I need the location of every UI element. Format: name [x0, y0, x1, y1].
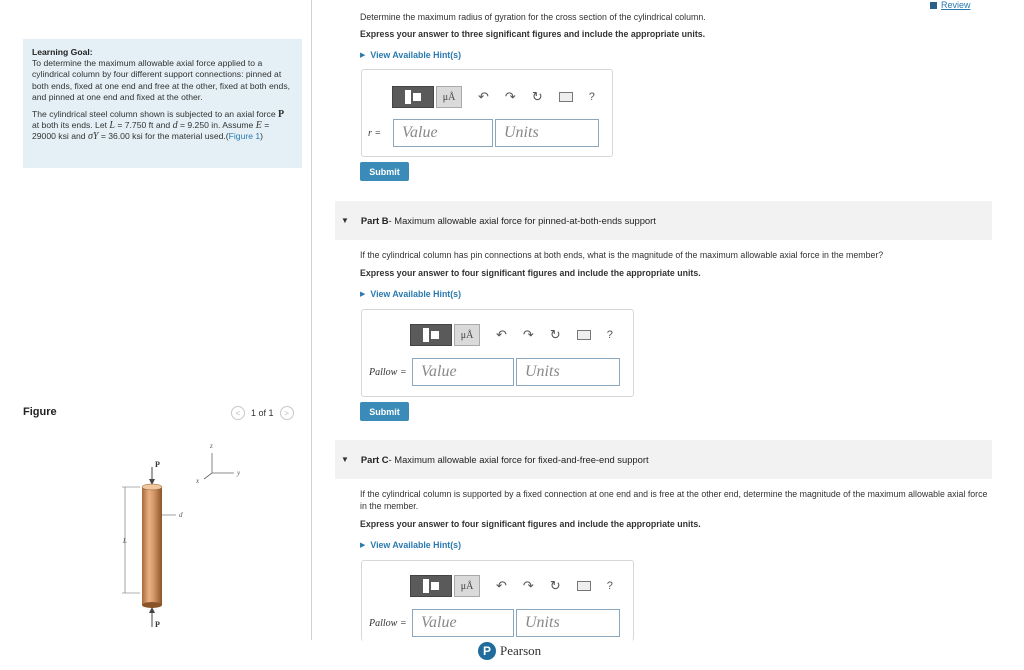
pearson-footer [478, 642, 541, 660]
partB-header[interactable]: ▼ Part B - Maximum allowable axial force for pinned-at-both-ends support [335, 201, 992, 240]
partB-toolbar [410, 324, 613, 346]
partC-toolbar [410, 575, 613, 597]
keyboard-icon[interactable] [577, 330, 591, 340]
expand-triangle-icon: ▶ [360, 542, 366, 549]
reset-icon[interactable]: ↻ [531, 89, 543, 104]
redo-icon[interactable]: ↷ [504, 89, 516, 104]
prev-figure-button[interactable]: < [231, 406, 245, 420]
partC-answer-box [361, 560, 634, 641]
partB-hint-link[interactable]: ▶ View Available Hint(s) [360, 289, 461, 299]
help-icon[interactable]: ? [588, 91, 595, 103]
panel-divider [311, 0, 312, 640]
redo-icon[interactable]: ↷ [522, 327, 534, 342]
figure-title: Figure [23, 406, 57, 418]
partC-value-input[interactable]: Value [412, 609, 514, 637]
partA-variable-label: r = [368, 128, 382, 139]
help-icon[interactable]: ? [606, 329, 613, 341]
template-button[interactable] [392, 86, 434, 108]
undo-icon[interactable]: ↶ [496, 327, 507, 342]
learning-goal-panel [23, 39, 302, 168]
partB-answer-box [361, 309, 634, 397]
units-button[interactable]: μÅ [454, 575, 480, 597]
review-icon [930, 2, 937, 9]
pearson-logo-icon: P [478, 642, 496, 660]
collapse-triangle-icon: ▼ [341, 455, 349, 464]
partC-question: If the cylindrical column is supported by a fixed connection at one end and is free at the other end, determine the magnitude of the maximum allowable axial force in the member. [360, 489, 988, 511]
help-icon[interactable]: ? [606, 580, 613, 592]
partA-answer-box [361, 69, 613, 157]
collapse-triangle-icon: ▼ [341, 216, 349, 225]
reset-icon[interactable]: ↻ [549, 578, 561, 593]
reset-icon[interactable]: ↻ [549, 327, 561, 342]
partA-submit-button[interactable]: Submit [360, 162, 409, 181]
keyboard-icon[interactable] [577, 581, 591, 591]
units-button[interactable]: μÅ [436, 86, 462, 108]
partB-question: If the cylindrical column has pin connections at both ends, what is the magnitude of the maximum allowable axial force in the member? [360, 250, 884, 260]
undo-icon[interactable]: ↶ [478, 89, 489, 104]
axis-x-label: x [196, 477, 200, 485]
partC-header[interactable]: ▼ Part C - Maximum allowable axial force for fixed-and-free-end support [335, 440, 992, 479]
partB-submit-button[interactable]: Submit [360, 402, 409, 421]
expand-triangle-icon: ▶ [360, 291, 366, 298]
partA-instruction: Express your answer to three significant figures and include the appropriate units. [360, 29, 706, 39]
units-button[interactable]: μÅ [454, 324, 480, 346]
goal-title: Learning Goal: [32, 47, 93, 57]
partB-instruction: Express your answer to four significant figures and include the appropriate units. [360, 268, 701, 278]
undo-icon[interactable]: ↶ [496, 578, 507, 593]
column-figure [100, 435, 260, 635]
expand-triangle-icon: ▶ [360, 52, 366, 59]
partC-units-input[interactable]: Units [516, 609, 620, 637]
partB-value-input[interactable]: Value [412, 358, 514, 386]
next-figure-button[interactable]: > [280, 406, 294, 420]
figure-pager [231, 406, 294, 420]
problem-description: The cylindrical steel column shown is subjected to an axial force P at both its ends. Let L = 7.750 ft and d = 9.250 in. Assume E = 29000 ksi and σY = 36.00 ksi for the material used.(Figure 1) [32, 109, 285, 143]
review-link[interactable]: Review [930, 0, 971, 10]
axis-z-label: z [210, 442, 213, 450]
template-button[interactable] [410, 575, 452, 597]
figure-page-count: 1 of 1 [251, 408, 274, 418]
axis-y-label: y [237, 469, 241, 477]
diameter-label: d [179, 511, 183, 519]
force-top-label: P [155, 460, 160, 469]
keyboard-icon[interactable] [559, 92, 573, 102]
partC-instruction: Express your answer to four significant figures and include the appropriate units. [360, 519, 701, 529]
partA-toolbar [392, 86, 595, 108]
length-label: L [123, 537, 127, 545]
force-bottom-label: P [155, 620, 160, 629]
partA-hint-link[interactable]: ▶ View Available Hint(s) [360, 50, 461, 60]
partC-hint-link[interactable]: ▶ View Available Hint(s) [360, 540, 461, 550]
partC-variable-label: Pallow = [369, 618, 407, 629]
goal-text: To determine the maximum allowable axial force applied to a cylindrical column by four different support connections: pinned at both ends, fixed at one end and free at the other, fixed at both ends, and pinned at one end and fixed at the other. [32, 58, 291, 102]
partB-units-input[interactable]: Units [516, 358, 620, 386]
partB-variable-label: Pallow = [369, 367, 407, 378]
redo-icon[interactable]: ↷ [522, 578, 534, 593]
template-button[interactable] [410, 324, 452, 346]
pearson-brand: Pearson [500, 643, 542, 658]
partA-value-input[interactable]: Value [393, 119, 493, 147]
partA-question: Determine the maximum radius of gyration for the cross section of the cylindrical column. [360, 12, 706, 22]
partA-units-input[interactable]: Units [495, 119, 599, 147]
figure-link[interactable]: Figure 1 [228, 131, 261, 142]
